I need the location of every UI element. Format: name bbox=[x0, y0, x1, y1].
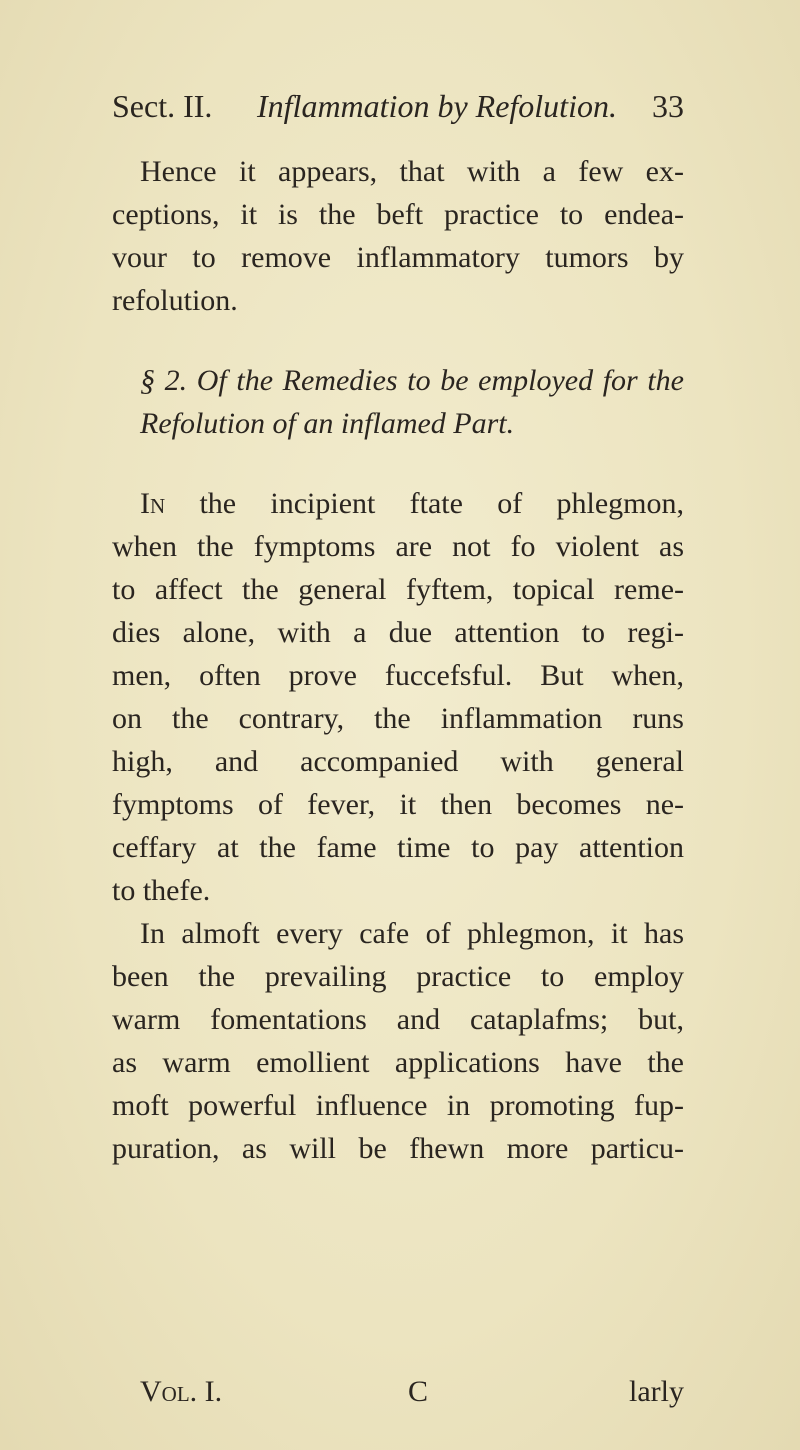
section-heading-line: Refolution of an inflamed Part. bbox=[140, 407, 515, 440]
running-title: Inflammation by Refolution. bbox=[257, 88, 617, 124]
paragraph-line: In almoft every cafe of phlegmon, it has bbox=[140, 917, 684, 950]
page-body bbox=[112, 150, 684, 1170]
paragraph-line: men, often prove fuccefsful. But when, bbox=[112, 659, 684, 692]
paragraph-line: Hence it appears, that with a few ex- bbox=[140, 155, 684, 188]
paragraph-line: high, and accompanied with general bbox=[112, 745, 684, 778]
spacer bbox=[112, 445, 684, 482]
page-footer bbox=[140, 1375, 684, 1415]
paragraph-line: moft powerful influence in promoting fup- bbox=[112, 1089, 684, 1122]
section-label: Sect. II. bbox=[112, 88, 213, 124]
paragraph-line: on the contrary, the inflammation runs bbox=[112, 702, 684, 735]
paragraph-line: ceffary at the fame time to pay attention bbox=[112, 831, 684, 864]
paragraph-line-rest: the incipient ftate of phlegmon, bbox=[165, 487, 684, 520]
signature-mark: C bbox=[408, 1375, 429, 1408]
catchword: larly bbox=[629, 1375, 684, 1408]
section-heading-line: § 2. Of the Remedies to be employed for the bbox=[140, 364, 684, 397]
paragraph-line: to affect the general fyftem, topical reme- bbox=[112, 573, 684, 606]
paragraph-line: vour to remove inflammatory tumors by bbox=[112, 241, 684, 274]
paragraph-line: warm fomentations and cataplafms; but, bbox=[112, 1003, 684, 1036]
running-header bbox=[112, 88, 684, 128]
paragraph-line: puration, as will be fhewn more particu- bbox=[112, 1132, 684, 1165]
paragraph-line: dies alone, with a due attention to regi- bbox=[112, 616, 684, 649]
page-number: 33 bbox=[652, 88, 684, 124]
paragraph-line: fymptoms of fever, it then becomes ne- bbox=[112, 788, 684, 821]
paragraph-line: as warm emollient applications have the bbox=[112, 1046, 684, 1079]
paragraph-line-first bbox=[112, 482, 684, 525]
drop-word: In bbox=[140, 487, 166, 520]
paragraph-line: refolution. bbox=[112, 284, 238, 317]
paragraph-line: ceptions, it is the beft practice to endea- bbox=[112, 198, 684, 231]
paragraph-line: been the prevailing practice to employ bbox=[112, 960, 684, 993]
volume-label: Vol. I. bbox=[140, 1375, 223, 1408]
paragraph-line: to thefe. bbox=[112, 874, 211, 907]
spacer bbox=[112, 322, 684, 359]
paragraph-line: when the fymptoms are not fo violent as bbox=[112, 530, 684, 563]
